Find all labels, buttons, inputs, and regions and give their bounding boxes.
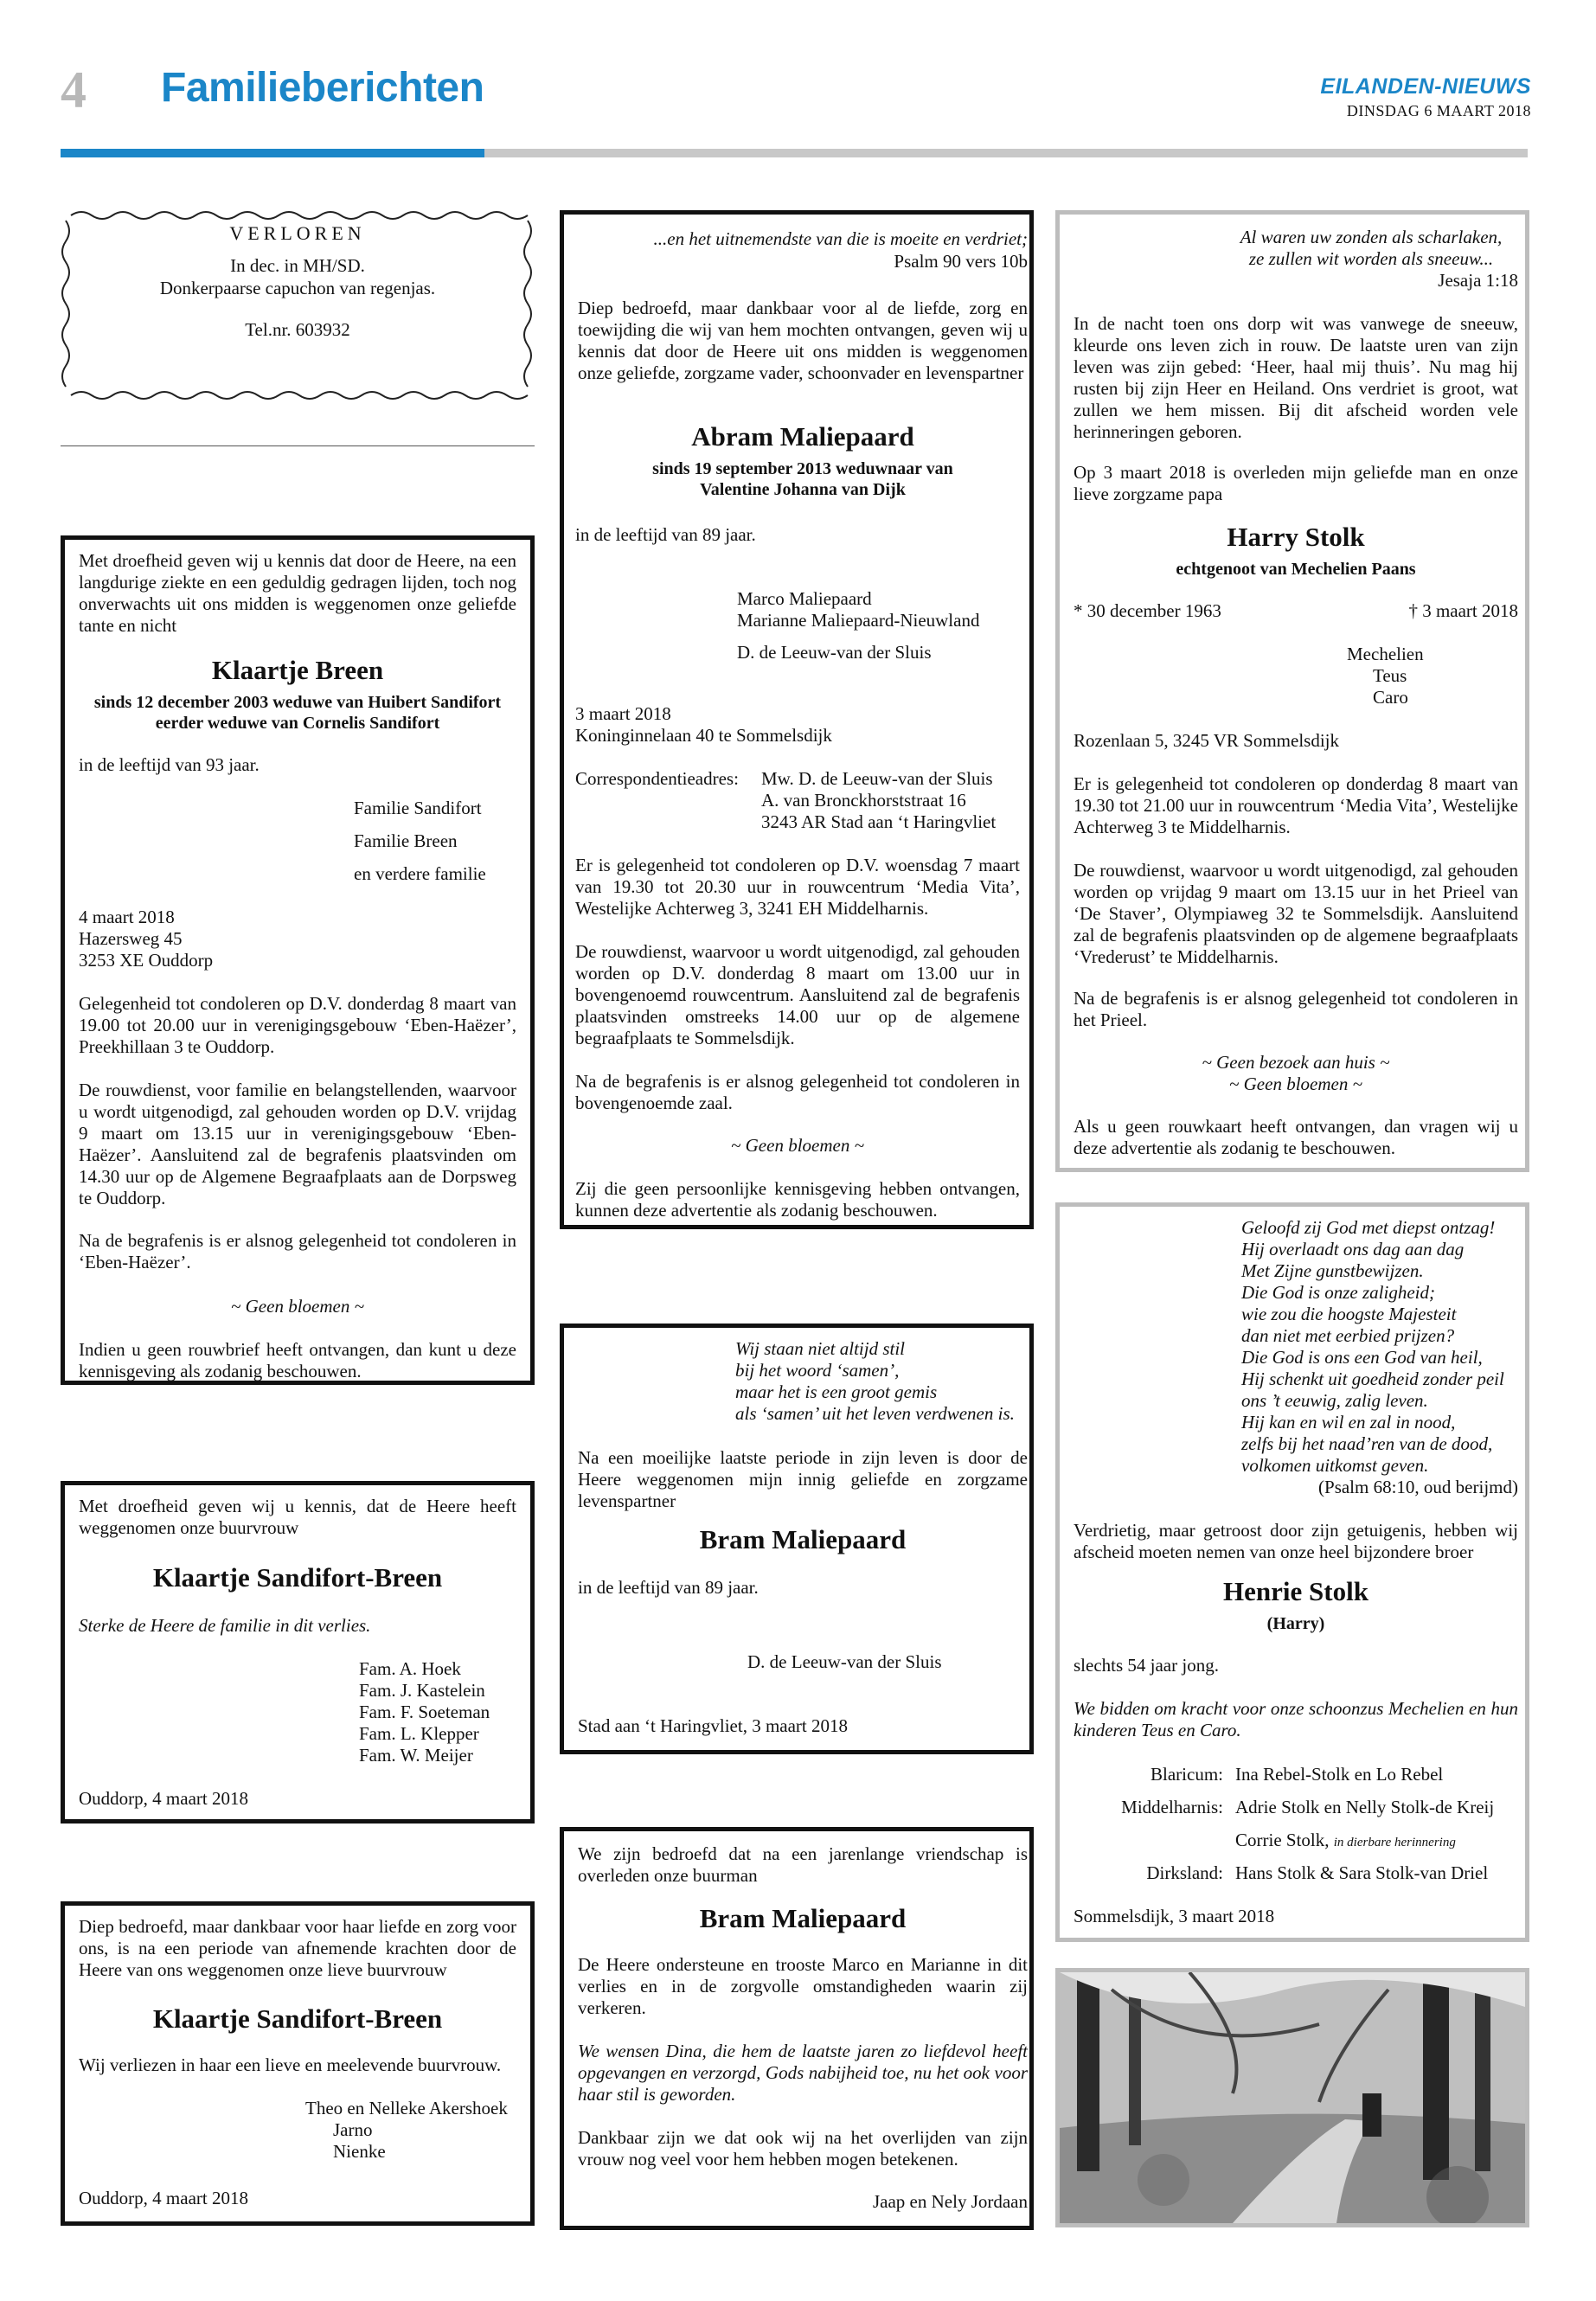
- family-place: Blaricum:: [1151, 1764, 1223, 1785]
- place-date: Ouddorp, 4 maart 2018: [79, 1788, 248, 1809]
- notice-intro: Diep bedroefd, maar dankbaar voor haar liefde en zorg voor ons, is na een periode van afnemende krachten door de Heere van ons weggenomen onze lieve buurvrouw: [79, 1916, 516, 1980]
- psalm-line: Hij kan en wil en zal in nood,: [1241, 1412, 1456, 1433]
- notice-date: 3 maart 2018: [575, 703, 671, 724]
- psalm-line: wie zou die hoogste Majesteit: [1241, 1304, 1457, 1324]
- notice-age: slechts 54 jaar jong.: [1074, 1655, 1219, 1676]
- poem-line: maar het is een groot gemis: [735, 1381, 938, 1402]
- deceased-name: Klaartje Sandifort-Breen: [152, 2003, 443, 2034]
- notice-after: Na de begrafenis is er alsnog gelegenheid tot condoleren in bovengenoemde zaal.: [575, 1071, 1020, 1113]
- notice-closing: Als u geen rouwkaart heeft ontvangen, dan vragen wij u deze advertentie als zodanig te beschouwen.: [1074, 1116, 1518, 1158]
- poem-line: bij het woord ‘samen’,: [735, 1360, 900, 1381]
- family-place: Middelharnis:: [1121, 1797, 1223, 1817]
- notice-intro: Verdrietig, maar getroost door zijn getuigenis, hebben wij afscheid moeten nemen van onze heel bijzondere broer: [1074, 1520, 1518, 1562]
- lost-description: Donkerpaarse capuchon van regenjas.: [159, 278, 436, 298]
- lost-phone: Tel.nr. 603932: [245, 319, 350, 340]
- deceased-name: Bram Maliepaard: [699, 1524, 907, 1554]
- notice-condolence: Gelegenheid tot condoleren op D.V. donderdag 8 maart van 19.00 tot 20.00 uur in verenigingsgebouw ‘Eben-Haëzer’, Preekhillaan 3 te Ouddorp.: [79, 993, 516, 1057]
- deceased-name: Henrie Stolk: [1223, 1576, 1368, 1606]
- notice-bram-maliepaard-neighbours: [560, 1827, 1034, 2230]
- notice-age: in de leeftijd van 89 jaar.: [575, 524, 756, 545]
- psalm-line: Hij overlaadt ons dag aan dag: [1241, 1239, 1465, 1259]
- notice-intro: Diep bedroefd, maar dankbaar voor al de liefde, zorg en toewijding die wij van hem mochten ontvangen, geven wij u kennis dat door de Heere uit ons midden is weggenomen onze geliefde, zorgzame vader, schoonvader en levenspartner: [578, 298, 1028, 383]
- correspondence-line: A. van Bronckhorststraat 16: [761, 790, 966, 811]
- place-date: Ouddorp, 4 maart 2018: [79, 2188, 248, 2208]
- header-rule: [484, 149, 1528, 157]
- notice-subtitle: Valentine Johanna van Dijk: [700, 480, 906, 499]
- notice-condolence: Er is gelegenheid tot condoleren op D.V. woensdag 7 maart van 19.30 tot 20.30 uur in rouwcentrum ‘Media Vita’, Westelijke Achterweg 3, 3241 EH Middelharnis.: [575, 855, 1020, 919]
- deceased-name: Klaartje Sandifort-Breen: [152, 1562, 443, 1593]
- sender-line: Fam. W. Meijer: [359, 1745, 473, 1766]
- psalm-line: Geloofd zij God met diepst ontzag!: [1241, 1217, 1496, 1238]
- notice-closing: Indien u geen rouwbrief heeft ontvangen, dan kunt u deze kennisgeving als zodanig beschouwen.: [79, 1339, 516, 1381]
- notice-address: Koninginnelaan 40 te Sommelsdijk: [575, 725, 832, 746]
- family-line: en verdere familie: [354, 863, 486, 884]
- notice-age: in de leeftijd van 89 jaar.: [578, 1577, 759, 1598]
- notice-intro: We zijn bedroefd dat na een jarenlange vriendschap is overleden onze buurman: [578, 1843, 1028, 1886]
- notice-service: De rouwdienst, voor familie en belangstellenden, waarvoor u wordt uitgenodigd, zal gehouden worden op D.V. vrijdag 9 maart om 13.15 uur in verenigingsgebouw ‘Eben-Haëzer’. Aansluitend zal de begrafenis plaatsvinden om 14.30 uur op de Algemene Begraafplaats aan de Dorpsweg te Ouddorp.: [79, 1080, 516, 1208]
- notice-service: De rouwdienst, waarvoor u wordt uitgenodigd, zal gehouden worden op D.V. donderdag 8 maart om 13.00 uur in bovengenoemd rouwcentrum. Aansluitend zal de begrafenis plaatsvinden omstreeks 14.00 uur op de algemene begraafplaats te Sommelsdijk.: [575, 941, 1020, 1048]
- forest-path-image: [1060, 1972, 1525, 2223]
- woodland-photo: [1055, 1968, 1529, 2227]
- issue-date: DINSDAG 6 MAART 2018: [1346, 102, 1531, 119]
- deceased-name: Bram Maliepaard: [699, 1903, 907, 1933]
- psalm-line: volkomen uitkomst geven.: [1241, 1455, 1429, 1476]
- deceased-name: Harry Stolk: [1227, 522, 1365, 552]
- notice-address: Rozenlaan 5, 3245 VR Sommelsdijk: [1074, 730, 1340, 751]
- sender-line: Fam. F. Soeteman: [359, 1702, 490, 1722]
- no-flowers: ~ Geen bloemen ~: [731, 1135, 864, 1156]
- family-names: Hans Stolk & Sara Stolk-van Driel: [1235, 1862, 1489, 1883]
- notice-harry-stolk: [1055, 210, 1529, 1172]
- notice-subtitle: eerder weduwe van Cornelis Sandifort: [155, 714, 440, 733]
- page-number: 4: [61, 61, 87, 119]
- notice-subtitle: sinds 12 december 2003 weduwe van Huibert Sandifort: [93, 693, 502, 712]
- sender-line: Fam. J. Kastelein: [359, 1680, 485, 1701]
- notice-text: Dankbaar zijn we dat ook wij na het overlijden van zijn vrouw nog veel voor hem hebben mogen betekenen.: [578, 2127, 1028, 2170]
- family-line: Marco Maliepaard: [737, 588, 872, 609]
- notice-text: Wij verliezen in haar een lieve en meelevende buurvrouw.: [79, 2054, 502, 2075]
- bible-verse: ...en het uitnemendste van die is moeite en verdriet;: [653, 228, 1028, 249]
- notice-age: in de leeftijd van 93 jaar.: [79, 754, 260, 775]
- notice-text: De Heere ondersteune en trooste Marco en Marianne in dit verlies en in de zorgvolle omstandigheden waarin zij verkeren.: [578, 1954, 1028, 2018]
- place-date: Sommelsdijk, 3 maart 2018: [1074, 1906, 1275, 1926]
- family-line: Marianne Maliepaard-Nieuwland: [737, 610, 980, 631]
- notice-condolence: Er is gelegenheid tot condoleren op donderdag 8 maart van 19.30 tot 21.00 uur in rouwcentrum ‘Media Vita’, Westelijke Achterweg 3 te Middelharnis.: [1074, 773, 1518, 837]
- place-date: Stad aan ‘t Haringvliet, 3 maart 2018: [578, 1715, 848, 1736]
- correspondence-line: 3243 AR Stad aan ‘t Haringvliet: [761, 811, 997, 832]
- notice-after: Na de begrafenis is er alsnog gelegenheid tot condoleren in het Prieel.: [1074, 988, 1518, 1030]
- notice-bram-maliepaard-partner: [560, 1324, 1034, 1754]
- lost-notice: [61, 210, 535, 401]
- notice-wish: Sterke de Heere de familie in dit verlies.: [79, 1615, 371, 1636]
- sender-line: Fam. L. Klepper: [359, 1723, 479, 1744]
- notice-address: Hazersweg 45: [79, 928, 183, 949]
- family-line: Caro: [1373, 687, 1408, 708]
- family-names: Ina Rebel-Stolk en Lo Rebel: [1235, 1764, 1444, 1785]
- psalm-reference: (Psalm 68:10, oud berijmd): [1318, 1477, 1518, 1497]
- notice-sandifort-breen-akershoek: [61, 1901, 535, 2226]
- correspondence-label: Correspondentieadres:: [575, 768, 739, 789]
- psalm-line: zelfs bij het naad’ren van de dood,: [1241, 1433, 1493, 1454]
- deceased-name: Klaartje Breen: [211, 655, 384, 685]
- no-flowers: ~ Geen bloemen ~: [1229, 1074, 1362, 1094]
- no-flowers: ~ Geen bloemen ~: [231, 1296, 364, 1317]
- psalm-line: Die God is onze zaligheid;: [1241, 1282, 1435, 1303]
- family-line: Teus: [1373, 665, 1407, 686]
- notice-intro: Met droefheid geven wij u kennis dat door de Heere, na een langdurige ziekte en een geduldig gedragen lijden, toch nog onverwachts uit ons midden is weggenomen onze geliefde tante en nicht: [79, 550, 516, 636]
- family-names: [1235, 1830, 1456, 1854]
- family-names-text: Corrie Stolk,: [1235, 1830, 1330, 1850]
- family-line: Familie Breen: [354, 830, 458, 851]
- family-line: D. de Leeuw-van der Sluis: [737, 642, 932, 663]
- verse-reference: Psalm 90 vers 10b: [894, 251, 1028, 272]
- column-divider: [61, 445, 535, 446]
- poem-line: als ‘samen’ uit het leven verdwenen is.: [735, 1403, 1015, 1424]
- psalm-line: Die God is ons een God van heil,: [1241, 1347, 1483, 1368]
- notice-intro: Na een moeilijke laatste periode in zijn leven is door de Heere weggenomen mijn innig geliefde en zorgzame levenspartner: [578, 1447, 1028, 1511]
- masthead-logo: EILANDEN-NIEUWS: [1320, 74, 1531, 99]
- notice-subtitle: echtgenoot van Mechelien Paans: [1176, 560, 1416, 579]
- notice-intro: In de nacht toen ons dorp wit was vanwege de sneeuw, kleurde ons leven zich in rouw. De laatste uren van zijn leven was zijn gebed: ‘Heer, haal mij thuis’. Nu mag hij rusten bij zijn Heer en Heiland. Ons verdriet is groot, wat zullen we hem missen. Bij dit afscheid worden vele herinneringen geboren.: [1074, 313, 1518, 442]
- bible-verse: Al waren uw zonden als scharlaken,: [1240, 227, 1503, 247]
- notice-subtitle: (Harry): [1266, 1614, 1325, 1633]
- header-rule-accent: [61, 149, 484, 157]
- sender-line: D. de Leeuw-van der Sluis: [747, 1651, 942, 1672]
- psalm-line: dan niet met eerbied prijzen?: [1241, 1325, 1455, 1346]
- psalm-line: Met Zijne gunstbewijzen.: [1241, 1260, 1424, 1281]
- section-title: Familieberichten: [161, 65, 484, 111]
- correspondence-line: Mw. D. de Leeuw-van der Sluis: [761, 768, 993, 789]
- deceased-name: Abram Maliepaard: [691, 421, 914, 452]
- notice-wish: We wensen Dina, die hem de laatste jaren zo liefdevol heeft opgevangen en verzorgd, Gods nabijheid toe, nu het ook voor haar stil is geworden.: [578, 2041, 1028, 2105]
- psalm-line: Hij schenkt uit goedheid zonder peil: [1241, 1368, 1504, 1389]
- family-place: Dirksland:: [1146, 1862, 1223, 1883]
- sender-line: Jarno: [333, 2119, 373, 2140]
- lost-title: VERLOREN: [229, 222, 366, 244]
- sender-line: Theo en Nelleke Akershoek: [305, 2098, 508, 2118]
- family-names: Adrie Stolk en Nelly Stolk-de Kreij: [1235, 1797, 1495, 1817]
- notice-after: Na de begrafenis is er alsnog gelegenheid tot condoleren in ‘Eben-Haëzer’.: [79, 1230, 516, 1272]
- psalm-line: ons ’t eeuwig, zalig leven.: [1241, 1390, 1428, 1411]
- lost-line: In dec. in MH/SD.: [230, 255, 365, 276]
- sender-line: Fam. A. Hoek: [359, 1658, 461, 1679]
- birth-date: * 30 december 1963: [1074, 600, 1221, 621]
- sender-line: Jaap en Nely Jordaan: [872, 2191, 1028, 2212]
- family-line: Mechelien: [1347, 644, 1424, 664]
- sender-line: Nienke: [333, 2141, 386, 2162]
- notice-service: De rouwdienst, waarvoor u wordt uitgenodigd, zal gehouden worden op vrijdag 9 maart om 13.15 uur in het Prieel van ‘De Staver’, Olympiaweg 32 te Sommelsdijk. Aansluitend zal de begrafenis plaatsvinden op de algemene begraafplaats ‘Vrederust’ te Middelharnis.: [1074, 860, 1518, 967]
- notice-wish: We bidden om kracht voor onze schoonzus Mechelien en hun kinderen Teus en Caro.: [1074, 1698, 1518, 1740]
- bible-verse: ze zullen wit worden als sneeuw...: [1248, 248, 1494, 269]
- family-line: Familie Sandifort: [354, 798, 482, 818]
- no-visit: ~ Geen bezoek aan huis ~: [1202, 1052, 1390, 1073]
- verse-reference: Jesaja 1:18: [1438, 270, 1518, 291]
- notice-henrie-stolk: [1055, 1202, 1529, 1942]
- poem-line: Wij staan niet altijd stil: [735, 1338, 906, 1359]
- notice-sandifort-breen-neighbours: [61, 1481, 535, 1823]
- death-date: † 3 maart 2018: [1408, 600, 1518, 621]
- notice-intro: Op 3 maart 2018 is overleden mijn geliefde man en onze lieve zorgzame papa: [1074, 462, 1518, 504]
- notice-klaartje-breen: [61, 535, 535, 1385]
- notice-closing: Zij die geen persoonlijke kennisgeving hebben ontvangen, kunnen deze advertentie als zodanig beschouwen.: [575, 1178, 1020, 1221]
- memorial-note: in dierbare herinnering: [1333, 1836, 1456, 1849]
- notice-date: 4 maart 2018: [79, 907, 175, 927]
- notice-intro: Met droefheid geven wij u kennis, dat de Heere heeft weggenomen onze buurvrouw: [79, 1496, 516, 1538]
- psalm-verse: [1241, 1217, 1518, 1477]
- notice-subtitle: sinds 19 september 2013 weduwnaar van: [652, 459, 953, 478]
- notice-address: 3253 XE Ouddorp: [79, 950, 214, 971]
